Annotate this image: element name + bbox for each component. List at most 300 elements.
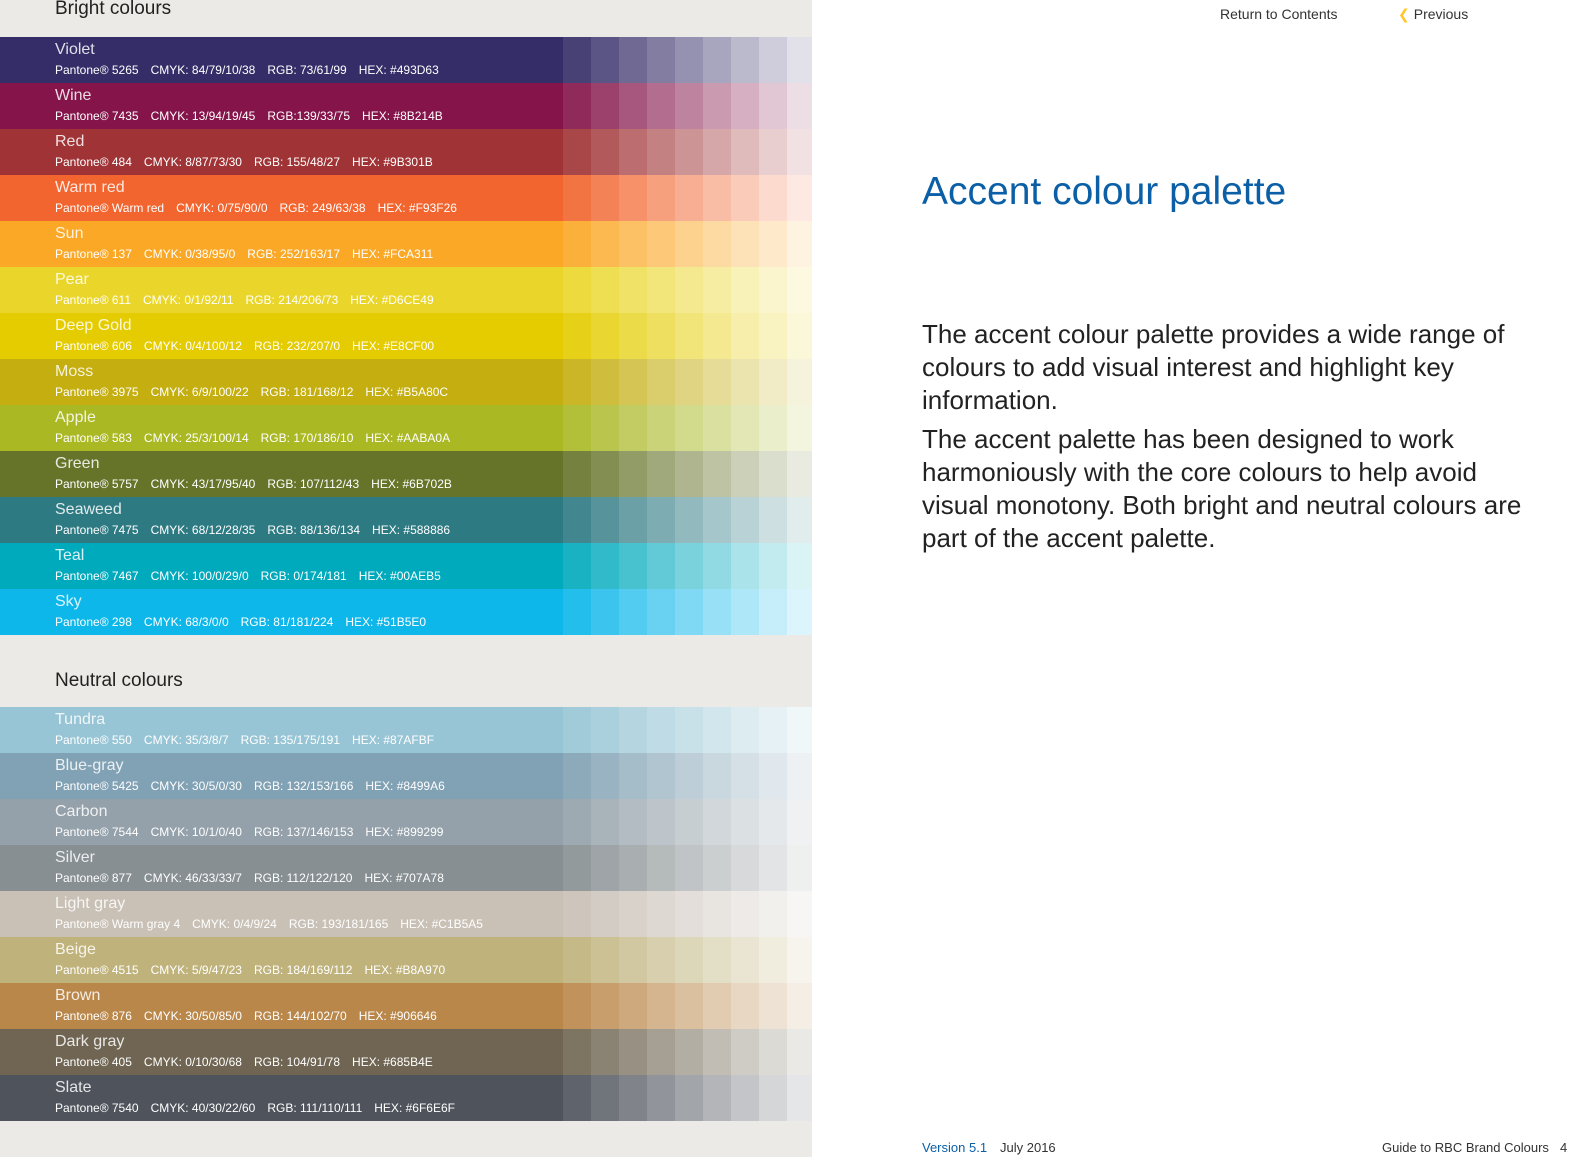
tint-step (703, 891, 731, 937)
swatch-hex: HEX: #6F6E6F (374, 1101, 455, 1115)
swatch-hex: HEX: #E8CF00 (352, 339, 435, 353)
return-to-contents-link[interactable]: Return to Contents (1220, 6, 1338, 22)
tint-step (647, 543, 675, 589)
bright-colours-title: Bright colours (55, 0, 172, 19)
swatch-hex: HEX: #899299 (365, 825, 444, 839)
tint-step (619, 83, 647, 129)
tint-step (647, 1075, 675, 1121)
tint-step (759, 267, 787, 313)
tint-step (619, 891, 647, 937)
tint-step (675, 267, 703, 313)
tint-step (787, 891, 812, 937)
tint-step (591, 707, 619, 753)
swatch-hex: HEX: #685B4E (352, 1055, 433, 1069)
tint-step (731, 37, 759, 83)
tint-step (731, 845, 759, 891)
tint-step (675, 83, 703, 129)
colour-swatch-apple (0, 405, 812, 451)
swatch-spec (55, 201, 469, 215)
tint-step (675, 451, 703, 497)
tint-step (787, 983, 812, 1029)
swatch-spec (55, 523, 462, 537)
swatch-rgb: RGB: 132/153/166 (253, 779, 354, 793)
swatch-rgb: RGB: 88/136/134 (267, 523, 361, 537)
swatch-cmyk: CMYK: 100/0/29/0 (150, 569, 249, 583)
tint-step (647, 359, 675, 405)
tint-step (591, 359, 619, 405)
tint-step (675, 543, 703, 589)
tint-step (731, 983, 759, 1029)
tint-step (759, 543, 787, 589)
swatch-spec (55, 825, 455, 839)
tint-step (787, 753, 812, 799)
swatch-name: Moss (55, 363, 94, 380)
tint-step (591, 175, 619, 221)
tint-step (647, 937, 675, 983)
swatch-hex: HEX: #51B5E0 (345, 615, 427, 629)
previous-label: Previous (1413, 6, 1469, 22)
swatch-pantone: Pantone® 137 (55, 247, 132, 261)
swatch-pantone: Pantone® 583 (55, 431, 132, 445)
swatch-cmyk: CMYK: 35/3/8/7 (143, 733, 229, 747)
tint-step (675, 497, 703, 543)
swatch-cmyk: CMYK: 0/4/9/24 (192, 917, 277, 931)
swatch-name: Teal (55, 547, 85, 564)
colour-swatch-blue-gray (0, 753, 812, 799)
tint-step (759, 937, 787, 983)
swatch-name: Green (55, 455, 100, 472)
tint-step (675, 175, 703, 221)
swatch-rgb: RGB: 81/181/224 (240, 615, 334, 629)
swatch-name: Blue-gray (55, 757, 124, 774)
swatch-rgb: RGB: 184/169/112 (253, 963, 353, 977)
tint-step (703, 359, 731, 405)
tint-step (703, 405, 731, 451)
tint-step (619, 37, 647, 83)
tint-step (647, 753, 675, 799)
tint-step (703, 267, 731, 313)
swatch-spec (55, 431, 462, 445)
tint-step (731, 267, 759, 313)
swatch-spec (55, 1101, 467, 1115)
tint-step (703, 129, 731, 175)
swatch-name: Warm red (55, 179, 125, 196)
swatch-cmyk: CMYK: 13/94/19/45 (150, 109, 256, 123)
tint-step (675, 983, 703, 1029)
footer-guide-title: Guide to RBC Brand Colours (1382, 1140, 1549, 1155)
tint-step (591, 543, 619, 589)
swatch-rgb: RGB: 135/175/191 (240, 733, 341, 747)
tint-step (591, 891, 619, 937)
swatch-rgb: RGB: 155/48/27 (253, 155, 341, 169)
swatch-pantone: Pantone® 298 (55, 615, 132, 629)
colour-swatch-sky (0, 589, 812, 635)
tint-step (591, 313, 619, 359)
tint-step (787, 313, 812, 359)
tint-step (787, 405, 812, 451)
swatch-cmyk: CMYK: 30/50/85/0 (143, 1009, 242, 1023)
tint-step (759, 129, 787, 175)
tint-step (787, 451, 812, 497)
tint-step (619, 497, 647, 543)
tint-step (647, 451, 675, 497)
tint-step (675, 1029, 703, 1075)
tint-step (759, 175, 787, 221)
tint-step (619, 845, 647, 891)
colour-swatch-silver (0, 845, 812, 891)
tint-step (787, 543, 812, 589)
tint-step (787, 267, 812, 313)
tint-step (619, 589, 647, 635)
colour-swatch-pear (0, 267, 812, 313)
swatch-spec (55, 339, 446, 353)
swatch-cmyk: CMYK: 6/9/100/22 (150, 385, 249, 399)
page-number: 4 (1560, 1140, 1568, 1155)
tint-step (563, 707, 591, 753)
tint-step (591, 221, 619, 267)
swatch-hex: HEX: #FCA311 (352, 247, 434, 261)
swatch-name: Tundra (55, 711, 106, 728)
tint-step (591, 937, 619, 983)
tint-step (619, 753, 647, 799)
tint-step (591, 451, 619, 497)
colour-swatch-moss (0, 359, 812, 405)
swatch-name: Violet (55, 41, 95, 58)
tint-step (759, 589, 787, 635)
swatch-spec (55, 615, 438, 629)
tint-step (759, 359, 787, 405)
swatch-cmyk: CMYK: 0/4/100/12 (143, 339, 242, 353)
swatch-name: Light gray (55, 895, 126, 912)
tint-step (591, 983, 619, 1029)
swatch-pantone: Pantone® 7435 (55, 109, 139, 123)
swatch-pantone: Pantone® 7467 (55, 569, 139, 583)
tint-step (703, 451, 731, 497)
tint-step (647, 589, 675, 635)
tint-step (731, 937, 759, 983)
tint-step (563, 451, 591, 497)
tint-step (787, 1075, 812, 1121)
tint-step (563, 543, 591, 589)
tint-step (591, 497, 619, 543)
swatch-cmyk: CMYK: 25/3/100/14 (143, 431, 249, 445)
page-title: Accent colour palette (922, 170, 1287, 213)
swatch-name: Silver (55, 849, 96, 866)
colour-swatch-deep-gold (0, 313, 812, 359)
swatch-pantone: Pantone® 877 (55, 871, 132, 885)
tint-step (647, 983, 675, 1029)
body-text (922, 318, 1522, 561)
tint-step (731, 589, 759, 635)
tint-step (787, 83, 812, 129)
swatch-cmyk: CMYK: 0/38/95/0 (143, 247, 236, 261)
colour-swatch-teal (0, 543, 812, 589)
tint-step (619, 983, 647, 1029)
swatch-pantone: Pantone® 7544 (55, 825, 139, 839)
tint-step (563, 753, 591, 799)
swatch-pantone: Pantone® 5757 (55, 477, 139, 491)
swatch-spec (55, 477, 464, 491)
tint-step (563, 845, 591, 891)
tint-step (619, 799, 647, 845)
swatch-name: Wine (55, 87, 92, 104)
swatch-cmyk: CMYK: 68/3/0/0 (143, 615, 229, 629)
tint-step (731, 359, 759, 405)
swatch-spec (55, 963, 457, 977)
swatch-rgb: RGB: 181/168/12 (260, 385, 354, 399)
tint-step (675, 707, 703, 753)
swatch-pantone: Pantone® 611 (55, 293, 132, 307)
tint-step (703, 175, 731, 221)
swatch-hex: HEX: #6B702B (371, 477, 452, 491)
swatch-hex: HEX: #588886 (372, 523, 451, 537)
tint-step (591, 83, 619, 129)
swatch-hex: HEX: #9B301B (352, 155, 433, 169)
tint-step (731, 497, 759, 543)
tint-step (759, 799, 787, 845)
colour-swatch-green (0, 451, 812, 497)
swatch-cmyk: CMYK: 10/1/0/40 (150, 825, 242, 839)
tint-step (759, 891, 787, 937)
swatch-cmyk: CMYK: 84/79/10/38 (150, 63, 256, 77)
tint-step (647, 313, 675, 359)
swatch-cmyk: CMYK: 68/12/28/35 (150, 523, 256, 537)
swatch-pantone: Pantone® 5425 (55, 779, 139, 793)
tint-step (675, 799, 703, 845)
swatch-spec (55, 779, 457, 793)
tint-step (731, 707, 759, 753)
swatch-cmyk: CMYK: 43/17/95/40 (150, 477, 256, 491)
tint-step (759, 753, 787, 799)
tint-step (731, 221, 759, 267)
colour-swatch-warm-red (0, 175, 812, 221)
swatch-name: Carbon (55, 803, 108, 820)
tint-step (563, 589, 591, 635)
bright-colours-list (0, 37, 812, 635)
tint-step (647, 267, 675, 313)
tint-step (563, 37, 591, 83)
tint-step (703, 497, 731, 543)
swatch-name: Sun (55, 225, 84, 242)
tint-step (591, 267, 619, 313)
tint-step (787, 799, 812, 845)
footer-date: July 2016 (1000, 1140, 1056, 1155)
swatch-rgb: RGB: 104/91/78 (253, 1055, 341, 1069)
colour-swatch-violet (0, 37, 812, 83)
swatch-rgb: RGB: 252/163/17 (247, 247, 341, 261)
swatch-cmyk: CMYK: 0/10/30/68 (143, 1055, 242, 1069)
swatch-hex: HEX: #F93F26 (377, 201, 457, 215)
colour-swatch-slate (0, 1075, 812, 1121)
tint-step (759, 983, 787, 1029)
tint-step (787, 589, 812, 635)
swatch-name: Slate (55, 1079, 92, 1096)
tint-step (787, 129, 812, 175)
tint-step (563, 129, 591, 175)
swatch-hex: HEX: #00AEB5 (358, 569, 441, 583)
tint-step (703, 937, 731, 983)
tint-step (619, 707, 647, 753)
swatch-rgb: RGB: 112/122/120 (253, 871, 353, 885)
swatch-spec (55, 917, 495, 931)
swatch-hex: HEX: #707A78 (364, 871, 444, 885)
tint-step (675, 37, 703, 83)
tint-step (619, 543, 647, 589)
tint-step (619, 1029, 647, 1075)
tint-step (563, 267, 591, 313)
tint-step (731, 1075, 759, 1121)
tint-step (647, 129, 675, 175)
swatch-name: Dark gray (55, 1033, 125, 1050)
swatch-spec (55, 155, 445, 169)
tint-step (647, 497, 675, 543)
tint-step (675, 891, 703, 937)
footer-version: Version 5.1 (922, 1140, 988, 1155)
swatch-pantone: Pantone® 7540 (55, 1101, 139, 1115)
tint-step (703, 589, 731, 635)
tint-step (731, 543, 759, 589)
tint-step (591, 753, 619, 799)
tint-step (759, 313, 787, 359)
swatch-spec (55, 385, 460, 399)
tint-step (731, 753, 759, 799)
swatch-spec (55, 1055, 445, 1069)
swatch-name: Brown (55, 987, 101, 1004)
tint-step (675, 1075, 703, 1121)
tint-step (647, 799, 675, 845)
colour-swatch-tundra (0, 707, 812, 753)
tint-step (563, 891, 591, 937)
swatch-pantone: Pantone® 7475 (55, 523, 139, 537)
swatch-rgb: RGB: 144/102/70 (253, 1009, 347, 1023)
tint-step (703, 1029, 731, 1075)
swatch-rgb: RGB: 170/186/10 (260, 431, 354, 445)
swatch-rgb: RGB: 0/174/181 (260, 569, 347, 583)
tint-step (647, 1029, 675, 1075)
tint-step (619, 221, 647, 267)
tint-step (787, 1029, 812, 1075)
swatch-hex: HEX: #D6CE49 (350, 293, 434, 307)
swatch-pantone: Pantone® 606 (55, 339, 132, 353)
tint-step (675, 845, 703, 891)
tint-step (675, 753, 703, 799)
swatch-pantone: Pantone® Warm red (55, 201, 165, 215)
swatch-pantone: Pantone® 405 (55, 1055, 132, 1069)
tint-step (787, 359, 812, 405)
swatch-pantone: Pantone® 3975 (55, 385, 139, 399)
swatch-name: Seaweed (55, 501, 122, 518)
tint-step (563, 1075, 591, 1121)
swatch-name: Deep Gold (55, 317, 132, 334)
tint-step (787, 497, 812, 543)
swatch-name: Sky (55, 593, 82, 610)
tint-step (675, 221, 703, 267)
swatch-spec (55, 293, 446, 307)
tint-step (759, 405, 787, 451)
swatch-hex: HEX: #B5A80C (365, 385, 449, 399)
tint-step (619, 451, 647, 497)
tint-step (675, 589, 703, 635)
tint-step (563, 799, 591, 845)
swatch-pantone: Pantone® 4515 (55, 963, 139, 977)
previous-link[interactable] (1398, 6, 1468, 23)
swatch-name: Pear (55, 271, 89, 288)
tint-step (591, 129, 619, 175)
tint-step (731, 129, 759, 175)
tint-step (563, 937, 591, 983)
chevron-left-icon: ❮ (1398, 6, 1410, 22)
tint-step (591, 845, 619, 891)
tint-step (787, 175, 812, 221)
tint-step (591, 589, 619, 635)
tint-step (563, 1029, 591, 1075)
swatch-cmyk: CMYK: 0/1/92/11 (143, 293, 234, 307)
tint-step (619, 175, 647, 221)
tint-step (703, 83, 731, 129)
tint-step (731, 175, 759, 221)
swatch-hex: HEX: #B8A970 (364, 963, 446, 977)
tint-step (759, 221, 787, 267)
tint-step (619, 313, 647, 359)
swatch-rgb: RGB: 193/181/165 (288, 917, 389, 931)
neutral-colours-list (0, 707, 812, 1121)
paragraph: The accent palette has been designed to work harmoniously with the core colours to help avoid visual monotony. Both bright and neutral colours are part of the accent palette. (922, 424, 1522, 553)
tint-step (759, 83, 787, 129)
paragraph: The accent colour palette provides a wide range of colours to add visual interest and highlight key information. (922, 319, 1505, 415)
colour-swatch-wine (0, 83, 812, 129)
tint-step (787, 37, 812, 83)
tint-step (703, 983, 731, 1029)
swatch-rgb: RGB: 107/112/43 (267, 477, 360, 491)
swatch-rgb: RGB:139/33/75 (267, 109, 351, 123)
tint-step (703, 845, 731, 891)
tint-step (759, 37, 787, 83)
tint-step (759, 497, 787, 543)
colour-swatch-dark-gray (0, 1029, 812, 1075)
tint-step (675, 313, 703, 359)
swatch-spec (55, 63, 451, 77)
swatch-cmyk: CMYK: 46/33/33/7 (143, 871, 242, 885)
tint-step (591, 37, 619, 83)
swatch-rgb: RGB: 232/207/0 (253, 339, 341, 353)
tint-step (619, 267, 647, 313)
swatch-cmyk: CMYK: 30/5/0/30 (150, 779, 242, 793)
swatch-name: Beige (55, 941, 96, 958)
tint-step (759, 451, 787, 497)
swatch-hex: HEX: #87AFBF (352, 733, 435, 747)
tint-step (703, 799, 731, 845)
tint-step (675, 359, 703, 405)
tint-step (731, 405, 759, 451)
neutral-colours-title: Neutral colours (55, 670, 183, 691)
tint-step (619, 1075, 647, 1121)
tint-step (787, 937, 812, 983)
tint-step (759, 1075, 787, 1121)
swatch-pantone: Pantone® 5265 (55, 63, 139, 77)
tint-step (675, 937, 703, 983)
tint-step (703, 221, 731, 267)
swatch-cmyk: CMYK: 8/87/73/30 (143, 155, 242, 169)
swatch-pantone: Pantone® 876 (55, 1009, 132, 1023)
tint-step (619, 405, 647, 451)
tint-step (563, 359, 591, 405)
tint-step (619, 937, 647, 983)
swatch-spec (55, 569, 453, 583)
tint-step (591, 799, 619, 845)
swatch-rgb: RGB: 111/110/111 (267, 1101, 363, 1115)
tint-step (703, 313, 731, 359)
swatch-pantone: Pantone® Warm gray 4 (55, 917, 181, 931)
